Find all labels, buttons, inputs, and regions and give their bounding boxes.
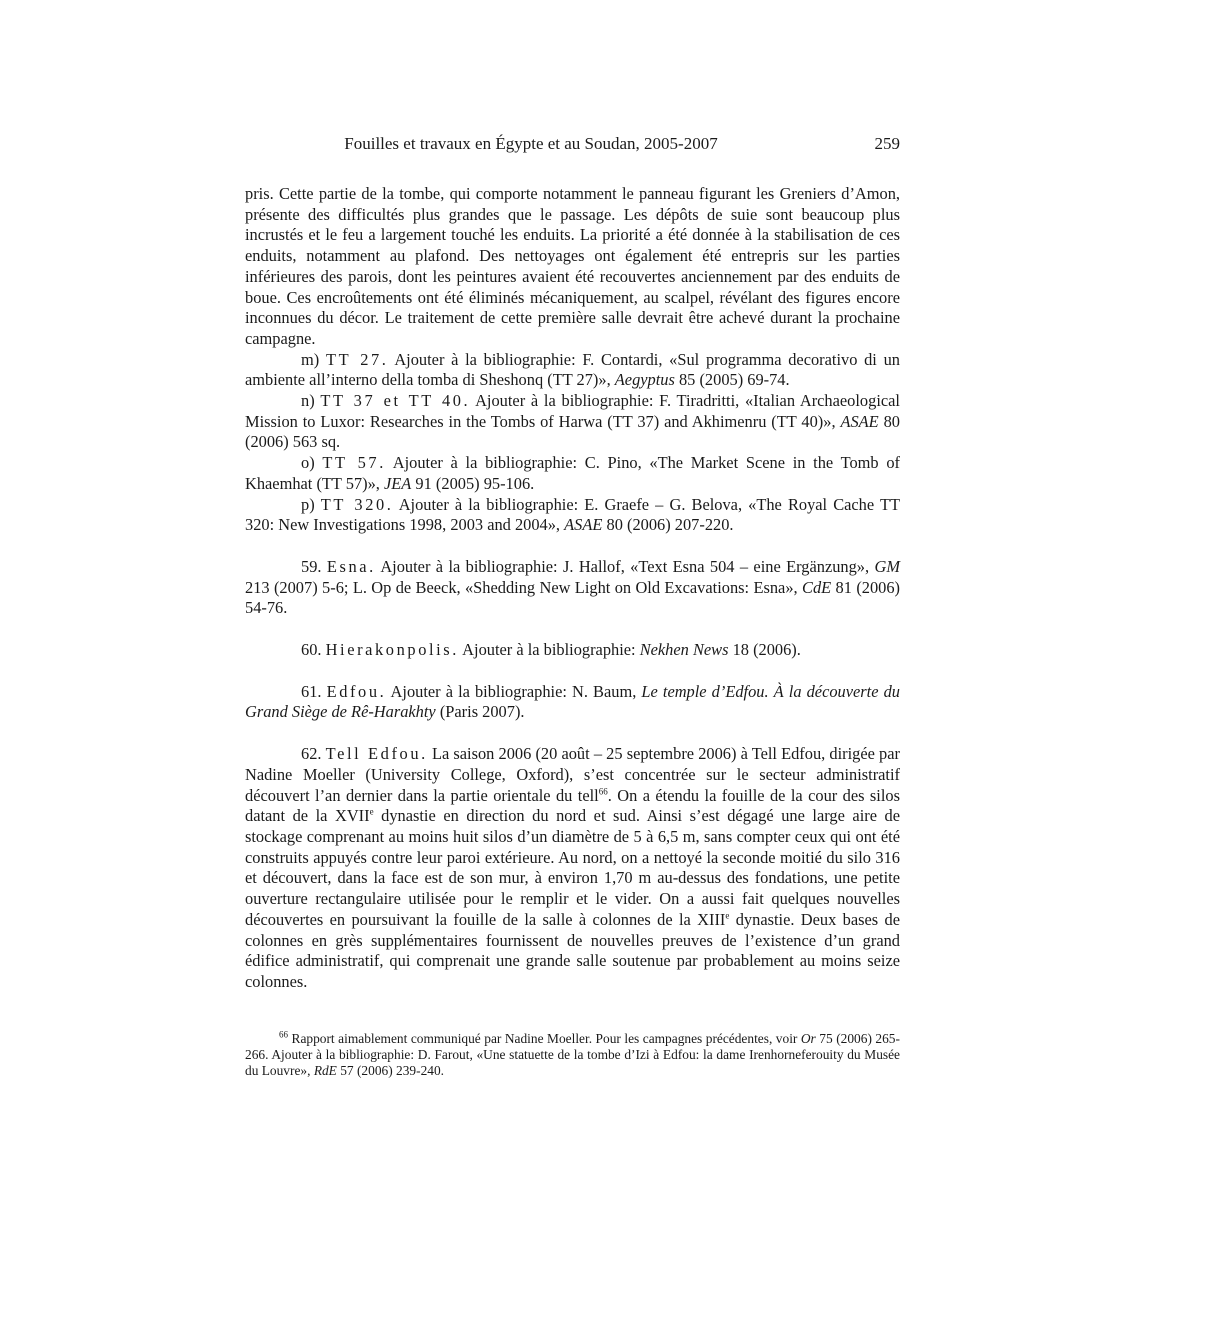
entry-text: 213 (2007) 5-6; L. Op de Beeck, «Shedding New Light on Old Excavations: Esna»,: [245, 577, 798, 597]
entry-marker: o): [301, 453, 315, 473]
journal-title: ASAE: [564, 515, 603, 535]
section-61-edfou: [245, 682, 900, 723]
entry-text: (Paris 2007).: [439, 702, 525, 722]
site-name: Hierakonpolis.: [325, 640, 459, 660]
journal-title: ASAE: [840, 411, 879, 431]
footnote-reference[interactable]: 66: [598, 786, 608, 797]
entry-marker: p): [301, 494, 315, 514]
entry-tt37-tt40: [245, 391, 900, 453]
entry-text: 18 (2006).: [732, 640, 801, 660]
entry-text: Ajouter à la bibliographie: C. Pino, «The Market Scene in the Tomb of Khaemhat (TT 57)»,: [245, 453, 901, 493]
section-number: 60.: [301, 640, 322, 660]
entry-text: dynastie en direction du nord et sud. Ainsi s’est dégagé une large aire de stockage comprenant au moins huit silos d’un diamètre de 5 à 6,5 m, sans compter ceux qui ont été construits appuyés contre leur paroi extérieure. Au nord, on a nettoyé la seconde moitié du silo 316 et découvert, dans la face est de son mur, à environ 1,70 m au-dessus des fondations, une petite ouverture rectangulaire utilisée pour le remplir et le vider. On a aussi fait quelques nouvelles découvertes en poursuivant la fouille de la salle à colonnes de la XIII: [245, 806, 900, 929]
document-page: [245, 134, 900, 1079]
journal-title: JEA: [384, 473, 412, 493]
page-number: 259: [874, 134, 900, 153]
entry-text: Ajouter à la bibliographie: J. Hallof, «Text Esna 504 – eine Ergänzung»,: [380, 556, 870, 576]
footnotes: [245, 1031, 900, 1079]
journal-title: CdE: [802, 577, 832, 597]
entry-tt57: [245, 453, 900, 494]
running-header: [245, 134, 900, 158]
entry-text: 80 (2006) 563 sq.: [245, 411, 900, 452]
entry-text: Ajouter à la bibliographie: F. Contardi, «Sul programma decorativo di un ambiente all’interno della tomba di Sheshonq (TT 27)»,: [245, 349, 900, 390]
site-name: Edfou.: [326, 681, 387, 701]
entry-text: 85 (2005) 69-74.: [678, 370, 790, 390]
footnote-text: Rapport aimablement communiqué par Nadine Moeller. Pour les campagnes précédentes, voir: [291, 1030, 798, 1046]
entry-text: dynastie. Deux bases de colonnes en grès supplémentaires fournissent de nouvelles preuves de l’existence d’un grand édifice administratif, qui comprenait une grande salle soutenue par probablement au moins seize colonnes.: [245, 909, 900, 991]
site-name: TT 320.: [320, 494, 394, 514]
superscript-e: e: [369, 806, 374, 817]
book-title: Le temple d’Edfou. À la découverte du Grand Siège de Rê-Harakhty: [245, 681, 900, 722]
site-name: Tell Edfou.: [325, 744, 428, 764]
entry-text: Ajouter à la bibliographie: E. Graefe – G. Belova, «The Royal Cache TT 320: New Investigations 1998, 2003 and 2004»,: [245, 494, 900, 535]
running-title: Fouilles et travaux en Égypte et au Soudan, 2005-2007: [344, 134, 718, 153]
journal-title: RdE: [313, 1062, 337, 1078]
main-text: [245, 184, 900, 993]
footnote-text: 57 (2006) 239-240.: [340, 1062, 444, 1078]
entry-text: La saison 2006 (20 août – 25 septembre 2006) à Tell Edfou, dirigée par Nadine Moeller (University College, Oxford), s’est concentrée sur le secteur administratif découvert l’an dernier dans la partie orientale du tell: [245, 744, 900, 805]
section-number: 62.: [301, 744, 322, 764]
journal-title: Aegyptus: [614, 370, 675, 390]
superscript-e: e: [725, 910, 730, 921]
entry-tt320: [245, 495, 900, 536]
journal-title: GM: [874, 556, 900, 576]
section-59-esna: [245, 557, 900, 619]
entry-text: Ajouter à la bibliographie: F. Tiradritti, «Italian Archaeological Mission to Luxor: Researches in the Tombs of Harwa (TT 37) and Akhimenru (TT 40)»,: [245, 391, 900, 431]
section-62-tell-edfou: [245, 744, 900, 992]
entry-text: . On a étendu la fouille de la cour des silos datant de la XVII: [245, 785, 900, 826]
site-name: TT 27.: [325, 349, 389, 369]
entry-marker: n): [301, 391, 315, 411]
section-60-hierakonpolis: [245, 640, 900, 661]
entry-text: 91 (2005) 95-106.: [415, 473, 535, 493]
entry-marker: m): [301, 349, 320, 369]
footnote-66: [245, 1031, 900, 1079]
section-number: 61.: [301, 681, 322, 701]
journal-title: Nekhen News: [639, 640, 729, 660]
footnote-text: 75 (2006) 265-266. Ajouter à la bibliographie: D. Farout, «Une statuette de la tombe d’Izi à Edfou: la dame Irenhorneferouity du Musée du Louvre»,: [245, 1030, 900, 1078]
journal-title: Or: [800, 1030, 816, 1046]
footnote-number: 66: [279, 1029, 288, 1040]
site-name: TT 37 et TT 40.: [320, 391, 471, 411]
entry-text: 81 (2006) 54-76.: [245, 577, 901, 618]
site-name: TT 57.: [322, 453, 386, 473]
entry-tt27: [245, 350, 900, 391]
section-number: 59.: [301, 556, 322, 576]
entry-text: Ajouter à la bibliographie:: [462, 640, 636, 660]
site-name: Esna.: [326, 556, 376, 576]
entry-text: 80 (2006) 207-220.: [606, 515, 734, 535]
continuation-paragraph: pris. Cette partie de la tombe, qui comporte notamment le panneau figurant les Greniers d’Amon, présente des difficultés plus grandes que le passage. Les dépôts de suie sont beaucoup plus incrustés et le feu a largement touché les enduits. La priorité a été donnée à la stabilisation de ces enduits, notamment au plafond. Des nettoyages ont également été entrepris sur les parties inférieures des parois, dont les peintures avaient été recouvertes anciennement par des enduits de boue. Ces encroûtements ont été éliminés mécaniquement, au scalpel, révélant des figures encore inconnues du décor. Le traitement de cette première salle devrait être achevé durant la prochaine campagne.: [245, 184, 900, 348]
entry-text: Ajouter à la bibliographie: N. Baum,: [390, 681, 637, 701]
